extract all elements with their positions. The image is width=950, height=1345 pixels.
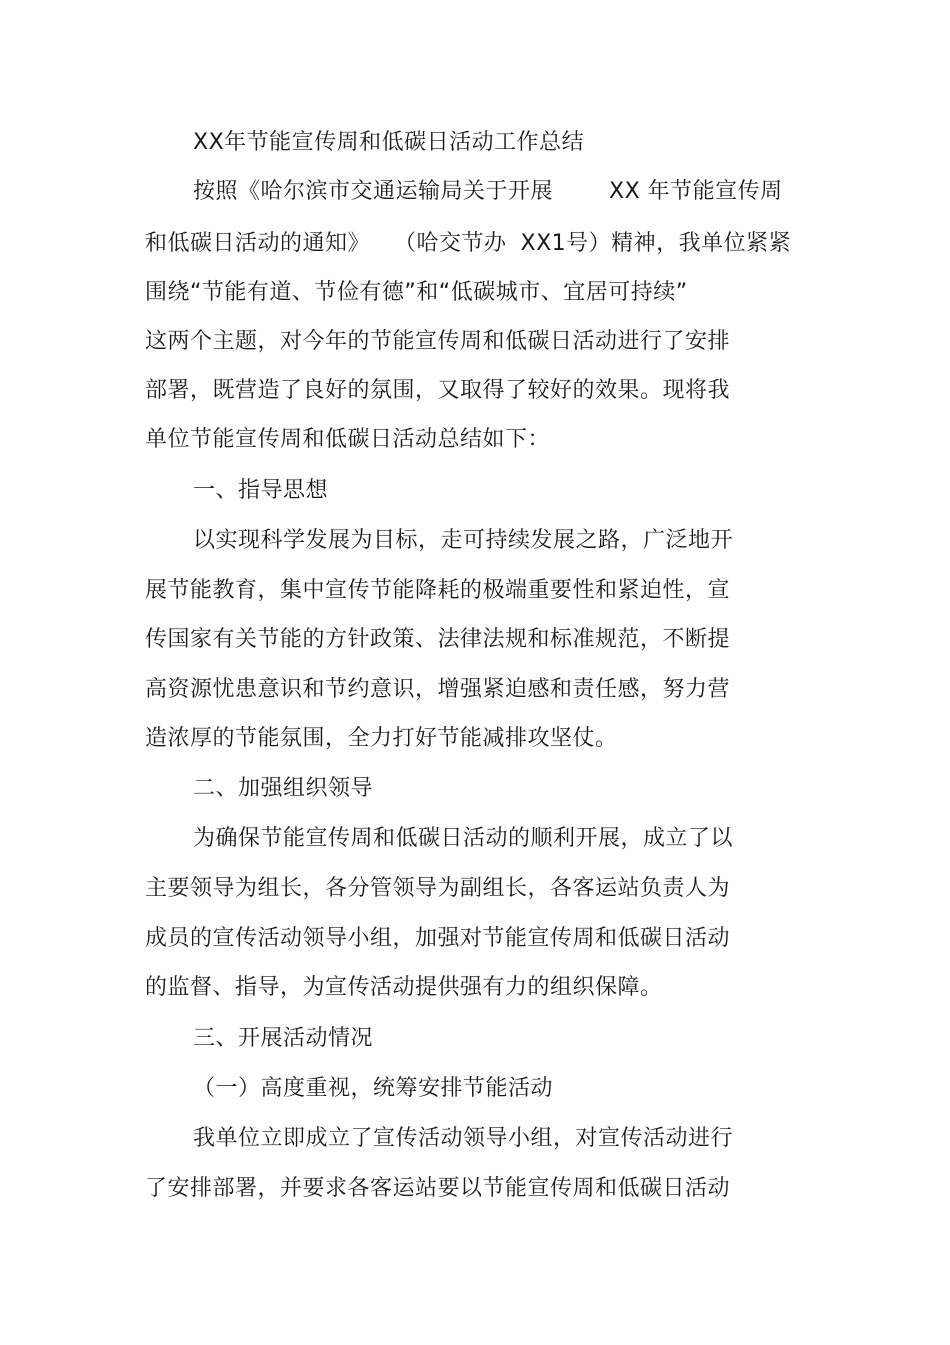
intro-line-1-part-b: XX 年节能宣传周 xyxy=(609,179,783,204)
intro-line-3: 围绕“节能有道、节俭有德”和“低碳城市、宜居可持续” xyxy=(145,280,688,305)
section-3-heading: 三、开展活动情况 xyxy=(193,1026,374,1051)
section-1-line-1: 以实现科学发展为目标，走可持续发展之路，广泛地开 xyxy=(193,528,734,553)
section-2-line-3: 成员的宣传活动领导小组，加强对节能宣传周和低碳日活动 xyxy=(145,926,731,951)
section-2-line-4: 的监督、指导，为宣传活动提供强有力的组织保障。 xyxy=(145,975,663,1000)
section-3-subheading-1: （一）高度重视，统筹安排节能活动 xyxy=(193,1076,554,1101)
section-3-line-2: 了安排部署，并要求各客运站要以节能宣传周和低碳日活动 xyxy=(145,1176,731,1201)
intro-line-4: 这两个主题，对今年的节能宣传周和低碳日活动进行了安排 xyxy=(145,329,731,354)
intro-line-1-part-a: 按照《哈尔滨市交通运输局关于开展 xyxy=(193,179,554,204)
intro-line-2 xyxy=(145,229,791,259)
section-1-heading: 一、指导思想 xyxy=(193,478,329,503)
section-1-line-5: 造浓厚的节能氛围，全力打好节能减排攻坚仗。 xyxy=(145,726,618,751)
intro-line-2-part-c: XX1号）精神，我单位紧紧 xyxy=(520,231,792,256)
document-title: XX年节能宣传周和低碳日活动工作总结 xyxy=(193,130,585,155)
section-1-line-4: 高资源忧患意识和节约意识，增强紧迫感和责任感，努力营 xyxy=(145,677,731,702)
section-2-line-2: 主要领导为组长，各分管领导为副组长，各客运站负责人为 xyxy=(145,876,731,901)
intro-line-2-part-b: （哈交节办 xyxy=(394,231,507,256)
section-1-line-2: 展节能教育，集中宣传节能降耗的极端重要性和紧迫性，宣 xyxy=(145,578,731,603)
intro-line-2-part-a: 和低碳日活动的通知》 xyxy=(145,231,371,256)
section-2-line-1: 为确保节能宣传周和低碳日活动的顺利开展，成立了以 xyxy=(193,826,734,851)
section-1-line-3: 传国家有关节能的方针政策、法律法规和标准规范，不断提 xyxy=(145,627,731,652)
intro-line-6: 单位节能宣传周和低碳日活动总结如下： xyxy=(145,427,551,452)
section-2-heading: 二、加强组织领导 xyxy=(193,776,374,801)
section-3-line-1: 我单位立即成立了宣传活动领导小组，对宣传活动进行 xyxy=(193,1126,734,1151)
intro-line-1 xyxy=(193,177,783,207)
intro-line-5: 部署，既营造了良好的氛围，又取得了较好的效果。现将我 xyxy=(145,378,731,403)
